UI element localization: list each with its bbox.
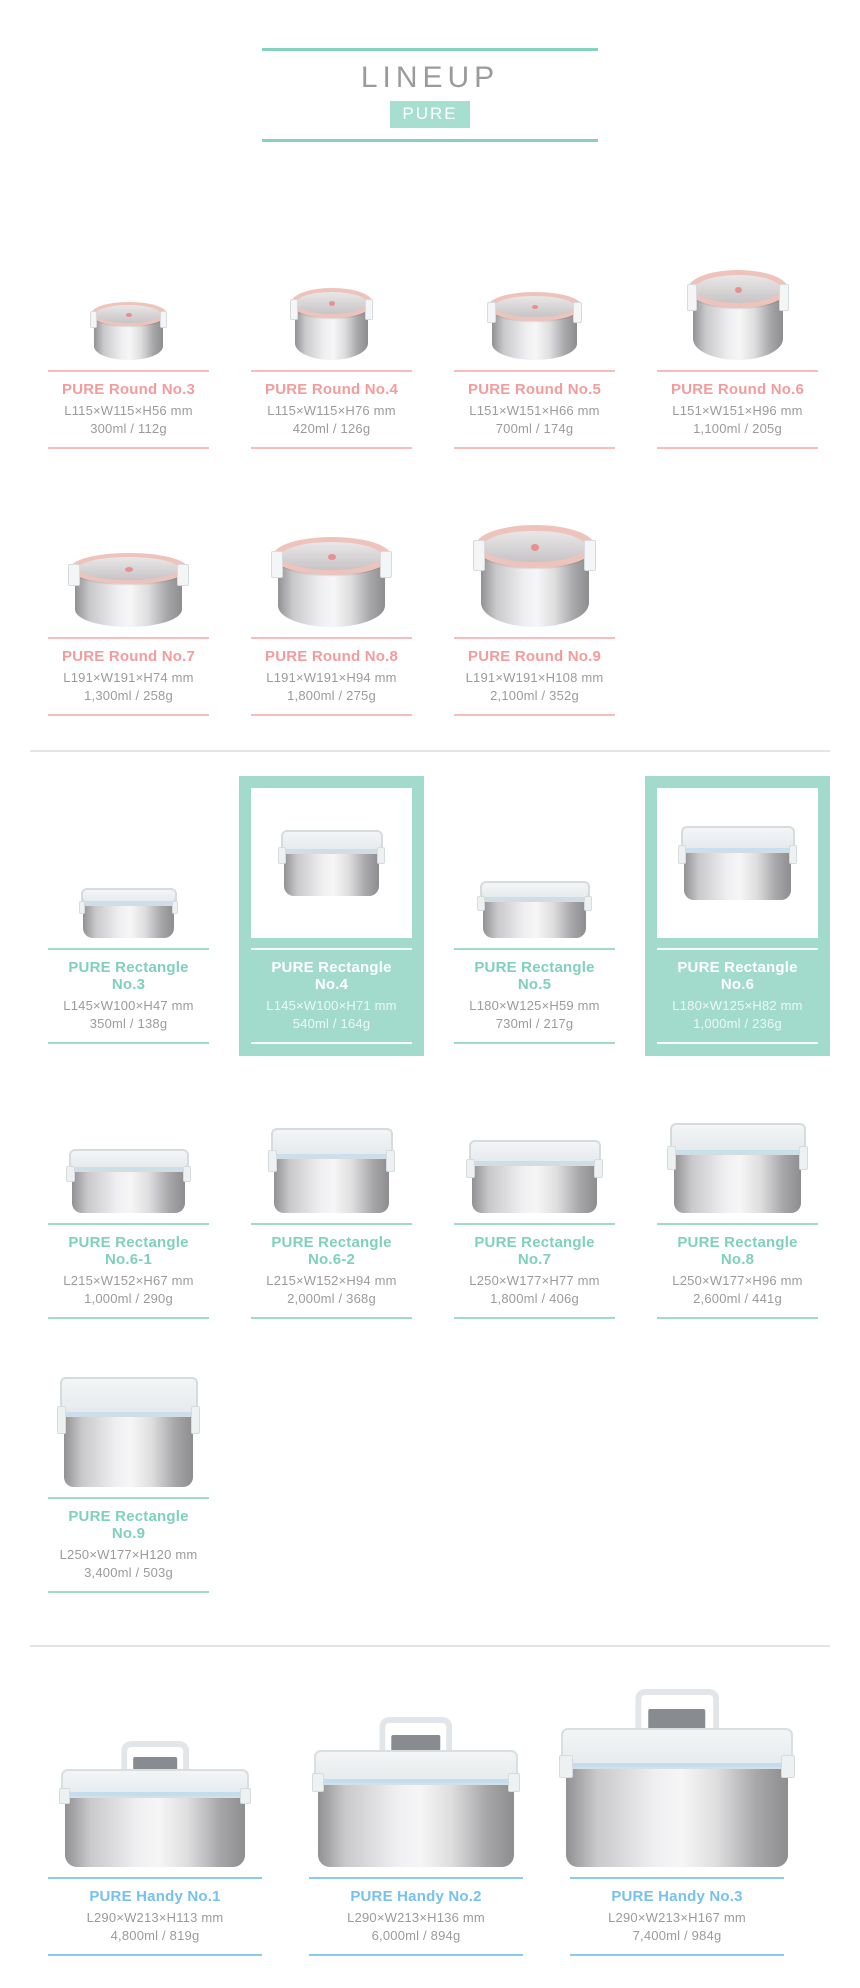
lid-clip-left — [68, 564, 80, 586]
lid-clip-right — [584, 896, 592, 911]
product-name: PURE Round No.6 — [671, 381, 804, 398]
product-card — [48, 1375, 209, 1593]
product-name: PURE Rectangle No.7 — [474, 1234, 595, 1268]
product-image — [251, 1098, 412, 1213]
lid-clip-right — [160, 311, 168, 328]
lid-clip-left — [559, 1755, 573, 1778]
product-name: PURE Round No.5 — [468, 381, 601, 398]
lid-clip-right — [377, 847, 384, 864]
product-card — [251, 1098, 412, 1319]
product-image — [570, 1679, 784, 1867]
handy-container-graphic — [561, 1689, 793, 1867]
container-lid — [480, 881, 590, 902]
product-name: PURE Rectangle No.4 — [271, 959, 392, 993]
product-name: PURE Handy No.2 — [350, 1888, 482, 1905]
lid-clip-left — [268, 1150, 277, 1172]
product-card — [454, 507, 615, 716]
product-name: PURE Rectangle No.6-2 — [271, 1234, 392, 1268]
round-container-graphic — [475, 525, 595, 627]
container-lid — [60, 1377, 198, 1417]
product-volume-weight: 730ml / 217g — [495, 1016, 574, 1031]
product-card — [454, 788, 615, 1044]
product-card — [251, 507, 412, 716]
container-body — [684, 847, 791, 900]
product-image — [251, 507, 412, 627]
page-title: LINEUP — [360, 61, 500, 94]
round-container-graphic — [70, 553, 188, 627]
product-label — [251, 1223, 412, 1319]
rect-container-graphic — [69, 1149, 189, 1213]
product-name: PURE Rectangle No.9 — [68, 1508, 189, 1542]
product-dimensions: L180×W125×H82 mm — [672, 998, 803, 1013]
product-dimensions: L290×W213×H113 mm — [86, 1910, 224, 1925]
container-lid — [488, 292, 582, 321]
lineup-header — [262, 48, 598, 142]
product-image — [454, 507, 615, 627]
container-lid — [670, 1123, 806, 1155]
product-card — [657, 1098, 818, 1319]
product-name: PURE Rectangle No.6 — [677, 959, 798, 993]
product-card — [454, 1098, 615, 1319]
product-label — [657, 370, 818, 449]
product-dimensions: L215×W152×H94 mm — [266, 1273, 397, 1288]
rect-container-graphic — [469, 1140, 601, 1213]
product-volume-weight: 2,600ml / 441g — [693, 1291, 782, 1306]
product-name: PURE Rectangle No.8 — [677, 1234, 798, 1268]
product-name: PURE Round No.7 — [62, 648, 195, 665]
section-rectangle — [0, 788, 860, 1593]
product-dimensions: L290×W213×H136 mm — [347, 1910, 485, 1925]
lid-clip-right — [172, 901, 179, 914]
round-container-graphic — [91, 302, 167, 360]
product-card — [48, 1679, 262, 1956]
container-lid — [70, 553, 188, 584]
rect-container-graphic — [60, 1377, 198, 1487]
lid-clip-right — [799, 1146, 809, 1169]
lid-clip-left — [271, 551, 283, 578]
product-label — [657, 1223, 818, 1319]
product-name: PURE Rectangle No.5 — [474, 959, 595, 993]
product-dimensions: L145×W100×H71 mm — [266, 998, 397, 1013]
product-card — [48, 1098, 209, 1319]
round-container-graphic — [488, 292, 582, 360]
product-image — [657, 1098, 818, 1213]
lid-clip-left — [667, 1146, 677, 1169]
product-image — [48, 1098, 209, 1213]
container-body — [566, 1758, 789, 1867]
product-label — [657, 948, 818, 1044]
product-dimensions: L250×W177×H77 mm — [469, 1273, 600, 1288]
product-dimensions: L191×W191×H74 mm — [63, 670, 194, 685]
rect-container-graphic — [271, 1128, 393, 1213]
product-volume-weight: 540ml / 164g — [292, 1016, 371, 1031]
product-card — [48, 507, 209, 716]
handy-container-graphic — [314, 1717, 518, 1867]
lid-clip-right — [781, 1755, 795, 1778]
product-volume-weight: 4,800ml / 819g — [110, 1928, 200, 1943]
product-dimensions: L250×W177×H96 mm — [672, 1273, 803, 1288]
lid-clip-left — [66, 1166, 74, 1183]
product-label — [251, 370, 412, 449]
product-dimensions: L115×W115×H76 mm — [267, 403, 396, 418]
product-card — [454, 248, 615, 449]
lid-clip-right — [789, 845, 797, 864]
product-image — [454, 788, 615, 938]
product-image — [454, 248, 615, 360]
container-lid — [681, 826, 795, 853]
product-row — [0, 507, 860, 716]
product-dimensions: L180×W125×H59 mm — [469, 998, 600, 1013]
product-label — [251, 948, 412, 1044]
product-volume-weight: 1,000ml / 290g — [84, 1291, 173, 1306]
product-volume-weight: 1,000ml / 236g — [693, 1016, 782, 1031]
product-card — [657, 248, 818, 449]
round-container-graphic — [273, 537, 391, 627]
container-body — [472, 1160, 596, 1213]
header-bottom-line — [262, 139, 598, 142]
product-name: PURE Round No.8 — [265, 648, 398, 665]
container-body — [674, 1148, 802, 1213]
product-dimensions: L290×W213×H167 mm — [608, 1910, 746, 1925]
header-top-line — [262, 48, 598, 51]
container-lid — [69, 1149, 189, 1172]
container-body — [64, 1408, 194, 1487]
lid-clip-right — [508, 1773, 520, 1793]
product-sections — [0, 248, 860, 1956]
product-volume-weight: 3,400ml / 503g — [84, 1565, 173, 1580]
product-row — [0, 1098, 860, 1319]
product-dimensions: L115×W115×H56 mm — [64, 403, 193, 418]
product-volume-weight: 6,000ml / 894g — [371, 1928, 461, 1943]
product-label — [48, 637, 209, 716]
product-image — [48, 507, 209, 627]
product-card — [570, 1679, 784, 1956]
container-lid — [688, 270, 788, 308]
product-dimensions: L191×W191×H108 mm — [465, 670, 604, 685]
container-lid — [291, 288, 373, 318]
product-label — [454, 1223, 615, 1319]
product-label — [48, 1497, 209, 1593]
product-image — [48, 1375, 209, 1487]
product-row — [0, 248, 860, 449]
product-label — [48, 1223, 209, 1319]
rect-container-graphic — [281, 830, 383, 896]
lid-clip-right — [594, 1159, 603, 1178]
product-name: PURE Handy No.1 — [89, 1888, 221, 1905]
product-volume-weight: 2,000ml / 368g — [287, 1291, 376, 1306]
product-label — [454, 948, 615, 1044]
lid-clip-right — [573, 302, 582, 322]
product-volume-weight: 1,300ml / 258g — [84, 688, 173, 703]
handy-container-graphic — [61, 1741, 249, 1867]
lid-clip-left — [687, 284, 697, 311]
product-image — [657, 248, 818, 360]
product-card — [48, 248, 209, 449]
lid-clip-right — [240, 1788, 251, 1804]
product-volume-weight: 2,100ml / 352g — [490, 688, 579, 703]
container-body — [318, 1776, 514, 1868]
section-handy — [0, 1679, 860, 1956]
product-dimensions: L250×W177×H120 mm — [59, 1547, 198, 1562]
product-image — [251, 248, 412, 360]
product-label — [48, 948, 209, 1044]
product-card — [309, 1679, 523, 1956]
lid-clip-left — [90, 311, 98, 328]
section-round — [0, 248, 860, 716]
product-name: PURE Rectangle No.6-1 — [68, 1234, 189, 1268]
product-image — [657, 788, 818, 938]
product-volume-weight: 300ml / 112g — [90, 421, 167, 436]
product-name: PURE Round No.4 — [265, 381, 398, 398]
lid-clip-left — [59, 1788, 70, 1804]
lid-clip-right — [183, 1166, 191, 1183]
product-name: PURE Round No.3 — [62, 381, 195, 398]
lid-clip-left — [477, 896, 485, 911]
lid-clip-right — [365, 299, 373, 321]
container-body — [274, 1152, 389, 1213]
product-volume-weight: 420ml / 126g — [292, 421, 371, 436]
lid-clip-left — [487, 302, 496, 322]
rect-container-graphic — [480, 881, 590, 938]
product-name: PURE Round No.9 — [468, 648, 601, 665]
container-body — [284, 848, 380, 896]
product-image — [454, 1098, 615, 1213]
product-label — [309, 1877, 523, 1956]
round-container-graphic — [291, 288, 373, 360]
lid-clip-right — [380, 551, 392, 578]
product-label — [48, 1877, 262, 1956]
rect-container-graphic — [81, 888, 177, 938]
lid-clip-right — [177, 564, 189, 586]
lid-clip-right — [584, 540, 596, 571]
container-body — [83, 902, 173, 938]
lid-clip-right — [386, 1150, 395, 1172]
product-row — [0, 1679, 860, 1956]
container-lid — [281, 830, 383, 854]
product-dimensions: L151×W151×H66 mm — [469, 403, 600, 418]
container-body — [65, 1790, 246, 1867]
product-row — [0, 788, 860, 1044]
round-container-graphic — [688, 270, 788, 360]
product-volume-weight: 1,100ml / 205g — [693, 421, 782, 436]
container-lid — [314, 1750, 518, 1785]
product-label — [570, 1877, 784, 1956]
product-image — [309, 1679, 523, 1867]
lid-clip-right — [191, 1406, 201, 1435]
lid-clip-right — [779, 284, 789, 311]
product-volume-weight: 1,800ml / 406g — [490, 1291, 579, 1306]
container-lid — [475, 525, 595, 568]
lid-clip-left — [57, 1406, 67, 1435]
lid-clip-left — [312, 1773, 324, 1793]
product-name: PURE Handy No.3 — [611, 1888, 743, 1905]
product-image — [251, 788, 412, 938]
product-card — [48, 788, 209, 1044]
product-image — [48, 788, 209, 938]
product-card — [657, 788, 818, 1044]
container-lid — [61, 1769, 249, 1798]
product-label — [251, 637, 412, 716]
rect-container-graphic — [670, 1123, 806, 1213]
lid-clip-left — [473, 540, 485, 571]
product-volume-weight: 7,400ml / 984g — [632, 1928, 722, 1943]
product-label — [48, 370, 209, 449]
container-lid — [271, 1128, 393, 1159]
product-dimensions: L151×W151×H96 mm — [672, 403, 803, 418]
product-row — [0, 1375, 860, 1593]
rect-container-graphic — [681, 826, 795, 900]
product-dimensions: L191×W191×H94 mm — [266, 670, 397, 685]
product-dimensions: L215×W152×H67 mm — [63, 1273, 194, 1288]
pure-badge: PURE — [390, 101, 469, 128]
lid-clip-left — [278, 847, 285, 864]
container-lid — [273, 537, 391, 575]
product-volume-weight: 350ml / 138g — [89, 1016, 168, 1031]
product-image — [48, 248, 209, 360]
container-body — [483, 897, 586, 938]
product-card — [251, 248, 412, 449]
product-image — [48, 1679, 262, 1867]
product-volume-weight: 1,800ml / 275g — [287, 688, 376, 703]
product-dimensions: L145×W100×H47 mm — [63, 998, 194, 1013]
container-lid — [561, 1728, 793, 1769]
lid-clip-left — [678, 845, 686, 864]
lid-clip-left — [79, 901, 86, 914]
product-name: PURE Rectangle No.3 — [68, 959, 189, 993]
container-body — [72, 1167, 185, 1213]
product-card — [251, 788, 412, 1044]
product-label — [454, 370, 615, 449]
lid-clip-left — [290, 299, 298, 321]
product-volume-weight: 700ml / 174g — [495, 421, 574, 436]
lid-clip-left — [466, 1159, 475, 1178]
product-label — [454, 637, 615, 716]
container-lid — [91, 302, 167, 326]
container-lid — [469, 1140, 601, 1166]
section-divider — [30, 1645, 830, 1647]
section-divider — [30, 750, 830, 752]
container-lid — [81, 888, 177, 906]
